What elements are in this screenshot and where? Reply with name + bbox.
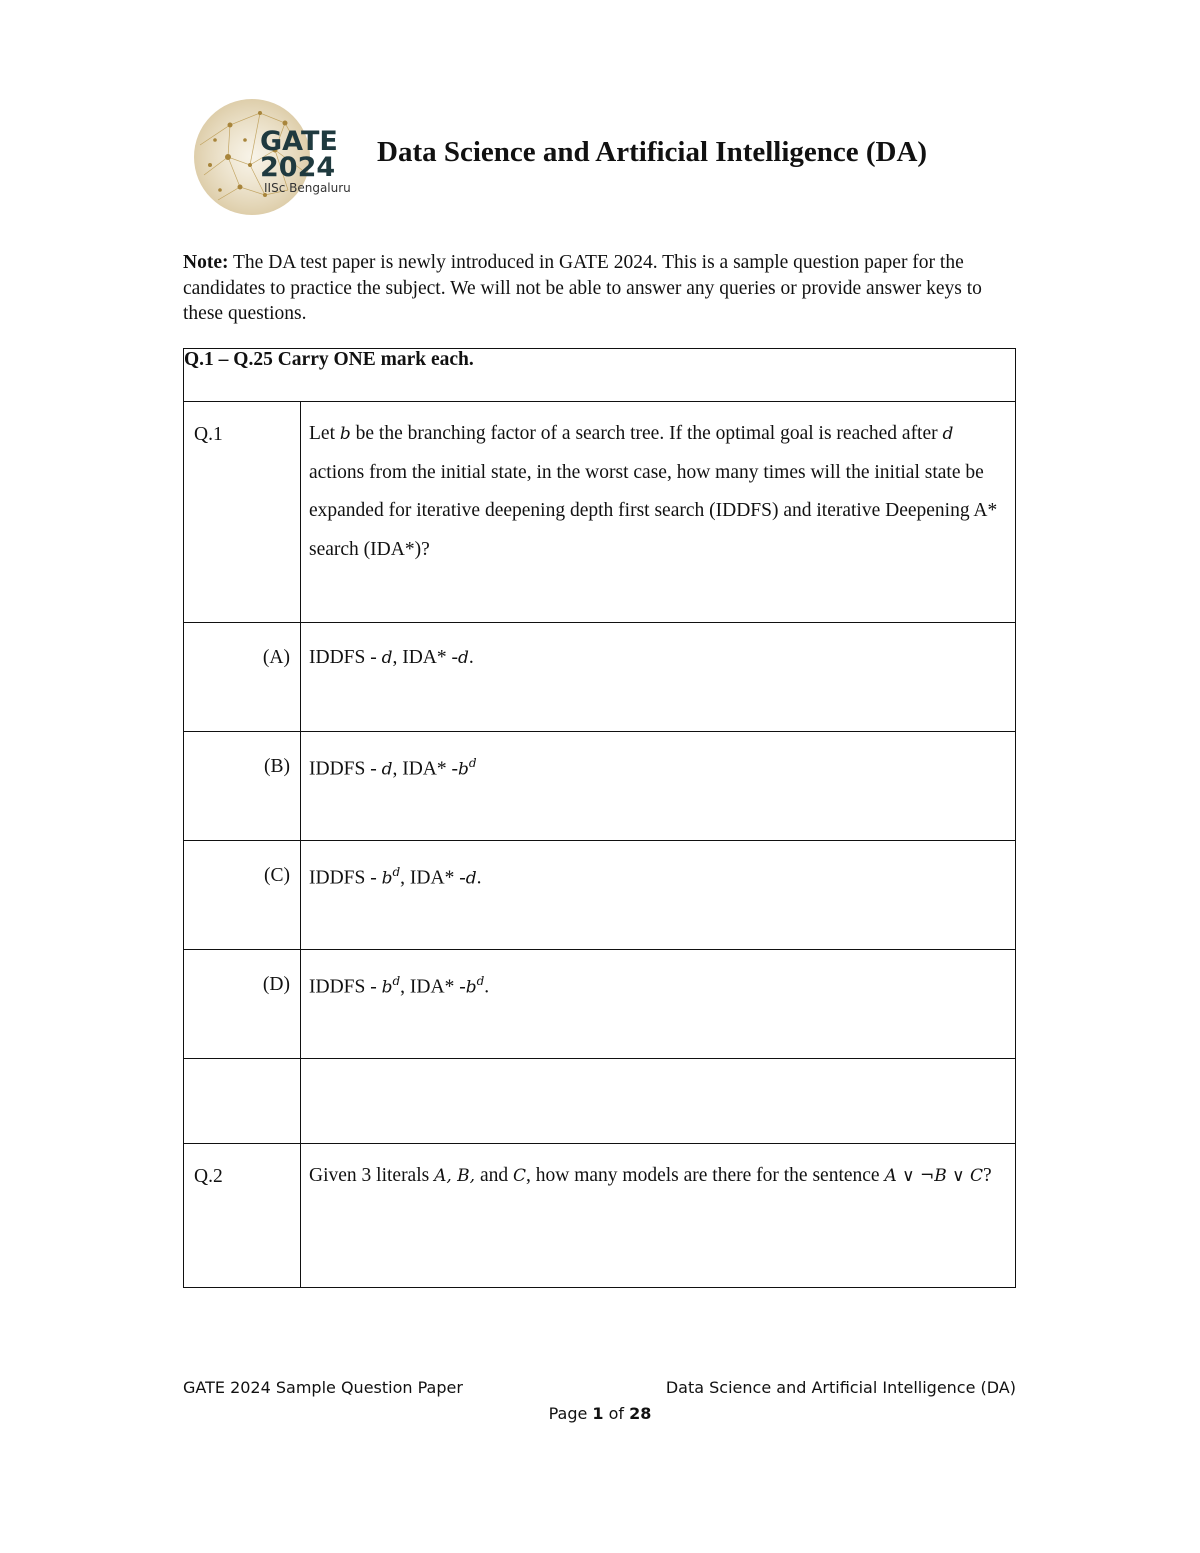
math-superscript: d [392,865,401,879]
footer-left: GATE 2024 Sample Question Paper [183,1378,463,1397]
page-current: 1 [592,1404,604,1423]
q2-text-part: and [475,1165,513,1186]
math-var: d [381,648,393,668]
option-text [301,841,1016,950]
option-label: (D) [184,950,301,1059]
option-part: , IDA* - [392,647,459,668]
option-part: IDDFS - [309,647,382,668]
q1-text-part: actions from the initial state, in the worst case, how many times will the initial state be expanded for iterative deepening depth first search (IDDFS) and iterative Deepening A* search (IDA*)? [309,461,998,560]
page-title: Data Science and Artificial Intelligence (DA) [377,136,928,168]
option-row [184,732,1016,841]
math-var: b [458,759,469,780]
option-text [301,950,1016,1059]
footer-right: Data Science and Artificial Intelligence (DA) [665,1378,1016,1397]
math-superscript: d [392,974,401,988]
page-of: of [603,1404,630,1423]
math-superscript: d [468,756,477,770]
option-part: . [484,976,490,998]
math-var: d [465,868,477,889]
blank-cell [184,1059,301,1144]
q2-text-part: ? [982,1165,992,1186]
section-header-row [184,349,1016,402]
blank-cell [301,1059,1016,1144]
option-part: , IDA* - [400,976,466,998]
question-row [184,402,1016,623]
math-var: A, B, [434,1166,476,1186]
question-table [183,348,1016,1288]
logo-wordmark [260,126,338,183]
q2-text-part: , how many models are there for the sentence [526,1165,885,1186]
option-label: (C) [184,841,301,950]
page-number [0,1404,1200,1423]
option-part: . [476,867,482,889]
option-text [301,623,1016,732]
page-total: 28 [629,1404,652,1423]
question-row [184,1144,1016,1288]
option-part: IDDFS - [309,758,382,780]
gate-logo [190,95,360,220]
math-var: C [512,1166,526,1186]
option-row [184,950,1016,1059]
page-prefix: Page [548,1404,593,1423]
math-var: d [458,648,469,668]
option-part: IDDFS - [309,867,382,889]
option-part: , IDA* - [392,758,459,780]
question-number: Q.1 [184,402,301,623]
math-var: b [381,868,393,889]
question-number: Q.2 [184,1144,301,1288]
q2-text-part: Given 3 literals [309,1165,435,1186]
q1-text-part: be the branching factor of a search tree. If the optimal goal is reached after [350,423,943,444]
blank-row [184,1059,1016,1144]
note-paragraph [183,250,1023,327]
question-text [301,1144,1016,1288]
math-var: b [465,977,477,998]
option-part: . [468,647,474,668]
q1-text-part: Let [309,423,340,444]
logo-year: 2024 [260,152,336,183]
option-row [184,841,1016,950]
math-superscript: d [476,974,485,988]
section-heading: Q.1 – Q.25 Carry ONE mark each. [184,349,1016,402]
math-var: b [339,424,351,444]
option-text [301,732,1016,841]
math-formula: A ∨ ¬B ∨ C [884,1166,983,1186]
option-row [184,623,1016,732]
question-text [301,402,1016,623]
logo-institute: IISc Bengaluru [264,181,351,195]
option-part: IDDFS - [309,976,382,998]
math-var: d [381,759,393,780]
note-text: The DA test paper is newly introduced in GATE 2024. This is a sample question paper for the candidates to practice the subject. We will not be able to answer any queries or provide answer keys to these questions. [183,252,982,324]
math-var: d [942,424,954,444]
option-part: , IDA* - [400,867,466,889]
math-var: b [381,977,393,998]
note-label: Note: [183,252,229,273]
option-label: (B) [184,732,301,841]
option-label: (A) [184,623,301,732]
logo-title: GATE [260,126,338,157]
